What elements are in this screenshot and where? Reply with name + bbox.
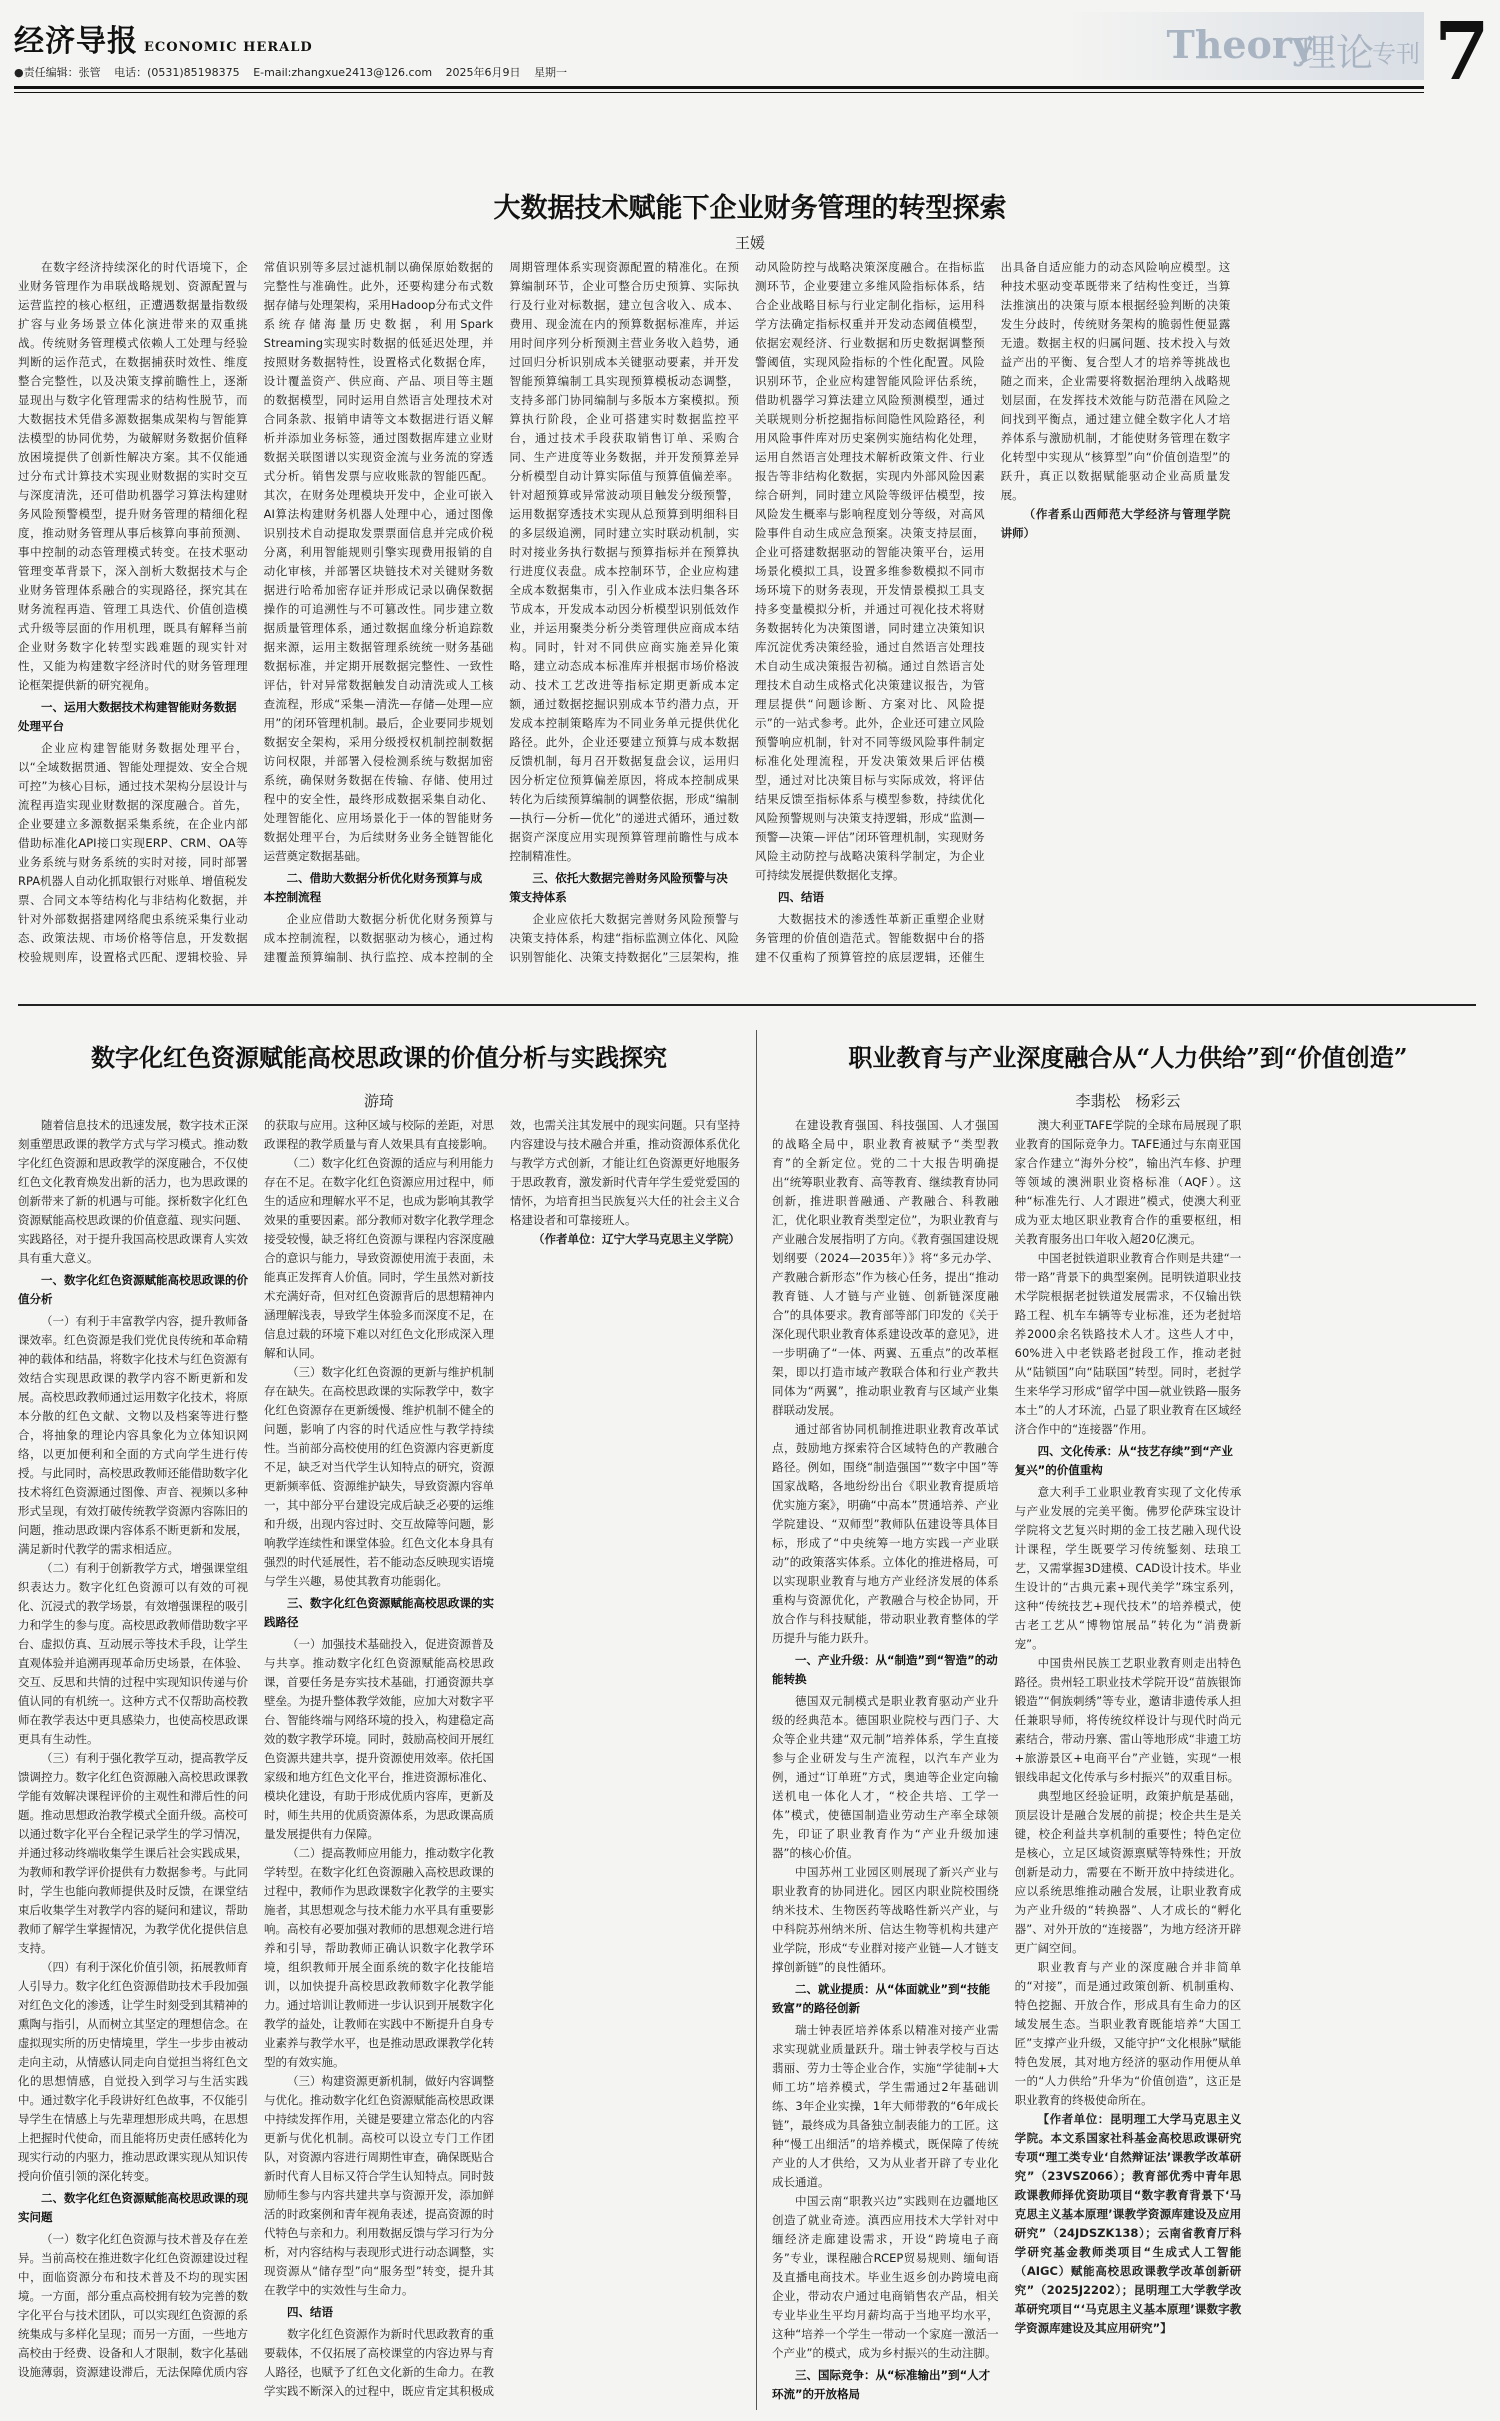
article-paragraph: 中国苏州工业园区则展现了新兴产业与职业教育的协同进化。园区内职业院校围绕纳米技术、生物医药等战略性新兴产业，与中科院苏州纳米所、信达生物等机构共建产业学院，形成“专业群对接产业链—人才链支撑创新链”的良性循环。 (772, 1865, 999, 1974)
article-body (772, 1116, 1484, 2406)
article-paragraph: （三）数字化红色资源的更新与维护机制存在缺失。在高校思政课的实际教学中，数字化红色资源存在更新缓慢、维护机制不健全的问题，影响了内容的时代适应性与教学持续性。当前部分高校使用的红色资源内容更新度不足，缺乏对当代学生认知特点的研究，资源更新频率低、资源维护缺失，导致资源内容单一，其中部分平台建设完成后缺乏必要的运维和升级，出现内容过时、交互故障等问题，影响教学连续性和课堂体验。红色文化本身具有强烈的时代延展性，若不能动态反映现实语境与学生兴趣，易使其教育功能弱化。 (264, 1365, 494, 1588)
section-heading: 二、借助大数据分析优化财务预算与成本控制流程 (263, 871, 483, 904)
section-heading: 一、产业升级：从“制造”到“智造”的动能转换 (772, 1653, 998, 1686)
article-paragraph: （二）有利于创新教学方式，增强课堂组织表达力。数字化红色资源可以有效的可视化、沉浸式的教学场景，有效增强课程的吸引力和学生的参与度。高校思政教师借助数字平台、虚拟仿真、互动展示等技术手段，让学生直观体验并追溯再现革命历史场景，在体验、交互、反思和共情的过程中实现知识传递与价值认同的有机统一。这种方式不仅帮助高校教师在教学表达中更具感染力，也使高校思政课更具有生动性。 (18, 1561, 248, 1746)
article-author: 游琦 (363, 1092, 394, 1110)
section-divider (18, 1004, 1476, 1006)
article-paragraph: 德国双元制模式是职业教育驱动产业升级的经典范本。德国职业院校与西门子、大众等企业共建“双元制”培养体系，学生直接参与企业研发与生产流程，以汽车产业为例，通过“订单班”方式，奥迪等企业定向输送机电一体化人才，“校企共培、工学一体”模式，使德国制造业劳动生产率全球领先，印证了职业教育作为“产业升级加速器”的核心价值。 (772, 1694, 999, 1860)
article-paragraph: 典型地区经验证明，政策护航是基础，顶层设计是融合发展的前提；校企共生是关键，校企利益共享机制的重要性；特色定位是核心，立足区域资源禀赋等特殊性；开放创新是动力，需要在不断开放中持续进化。应以系统思维推动融合发展，让职业教育成为产业升级的“转换器”、人才成长的“孵化器”、对外开放的“连接器”，为地方经济开辟更广阔空间。 (1014, 1789, 1242, 1955)
editor-info-line (14, 64, 577, 80)
column-divider (756, 1030, 757, 2410)
masthead-rule (14, 86, 1424, 89)
article-paragraph: 企业应依托大数据完善财务风险预警与决策支持体系，构建“指标监测立体化、风险识别智能化、决策支持数据化”三层架构，推动风险防控与战略决策深度融合。在指标监测环节，企业要建立多维风险指标体系，结合企业战略目标与行业定制化指标，运用科学方法确定指标权重并开发动态阈值模型，依据宏观经济、行业数据和历史数据调整预警阈值，实现风险指标的个性化配置。风险识别环节，企业应构建智能风险评估系统，借助机器学习算法建立风险预测模型，通过关联规则分析挖掘指标间隐性风险路径，利用风险事件库对历史案例实施结构化处理，运用自然语言处理技术解析政策文件、行业报告等非结构化数据，实现内外部风险因素综合研判，同时建立风险等级评估模型，按风险发生概率与影响程度划分等级，对高风险事件自动生成应急预案。决策支持层面，企业可搭建数据驱动的智能决策平台，运用场景化模拟工具，设置多维参数模拟不同市场环境下的财务表现，开发情景模拟工具支持多变量模拟分析，并通过可视化技术将财务数据转化为决策图谱，同时建立决策知识库沉淀优秀决策经验，通过自然语言处理技术自动生成决策报告初稿。通过自然语言处理技术自动生成格式化决策建议报告，为管理层提供“问题诊断、方案对比、风险提示”的一站式参考。此外，企业还可建立风险预警响应机制，针对不同等级风险事件制定标准化处理流程，开发决策效果后评估模型，通过对比决策目标与实际成效，将评估结果反馈至指标体系与模型参数，持续优化风险预警规则与决策支持逻辑，形成“监测—预警—决策—评估”闭环管理机制，实现财务风险主动防控与战略决策科学制定，为企业可持续发展提供数据化支撑。 (509, 260, 985, 964)
newspaper-brand (14, 16, 313, 60)
masthead-rule-thin (14, 92, 1424, 93)
email-label: E-mail:zhangxue2413@126.com (253, 66, 433, 79)
article-author: 李翡松 杨彩云 (1075, 1092, 1181, 1110)
article-paragraph: 中国贵州民族工艺职业教育则走出特色路径。贵州轻工职业技术学院开设“苗族银饰锻造”“侗族刺绣”等专业，邀请非遗传承人担任兼职导师，将传统纹样设计与现代时尚元素结合，带动丹寨、雷山等地形成“非遗工坊+旅游景区+电商平台”产业链，实现“一根银线串起文化传承与乡村振兴”的双重目标。 (1014, 1656, 1242, 1784)
section-heading: 四、结语 (287, 2305, 333, 2319)
article-body (18, 258, 1476, 983)
article-paragraph: 中国老挝铁道职业教育合作则是共建“一带一路”背景下的典型案例。昆明铁道职业技术学院根据老挝铁道发展需求，不仅输出铁路工程、机车车辆等专业标准，还为老挝培养2000余名铁路技术人才。这些人才中，60%进入中老铁路老挝段工作，推动老挝从“陆锁国”向“陆联国”转型。同时，老挝学生来华学习形成“留学中国—就业铁路—服务本土”的人才环流，凸显了职业教育在区域经济合作中的“连接器”作用。 (1014, 1251, 1242, 1436)
article-author: 王媛 (734, 234, 765, 252)
section-heading: 四、结语 (777, 890, 824, 904)
article-paragraph: 瑞士钟表匠培养体系以精准对接产业需求实现就业质量跃升。瑞士钟表学校与百达翡丽、劳力士等企业合作，实施“学徒制+大师工坊”培养模式，学生需通过2年基础训练、3年企业实操，1年大师带教的“6年成长链”，最终成为具备独立制表能力的工匠。这种“慢工出细活”的培养模式，既保障了传统产业的人才供给，又为从业者开辟了专业化成长通道。 (772, 2023, 999, 2189)
article-paragraph: （二）数字化红色资源的适应与利用能力存在不足。在数字化红色资源应用过程中，师生的适应和理解水平不足，也成为影响其教学效果的重要因素。部分教师对数字化教学理念接受较慢，缺乏将红色资源与课程内容深度融合的意识与能力，导致资源使用流于表面，未能真正发挥育人价值。同时，学生虽然对新技术充满好奇，但对红色资源背后的思想精神内涵理解浅表，导致学生体验多而深度不足，在信息过载的环境下难以对红色文化形成深入理解和认同。 (264, 1156, 494, 1360)
article-paragraph: （四）有利于深化价值引领，拓展教师育人引导力。数字化红色资源借助技术手段加强对红色文化的渗透，让学生时刻受到其精神的熏陶与指引，从而树立其坚定的理想信念。在虚拟现实所的历史情境里，学生一步步由被动走向主动，从情感认同走向自觉担当将红色文化的思想情感，自觉投入到学习与生活实践中。通过数字化手段讲好红色故事，不仅能引导学生在情感上与先辈理想形成共鸣，在思想上把握时代使命，而且能将历史责任感转化为现实行动的内驱力，推动思政课实现从知识传授向价值引领的深化转变。 (18, 1960, 248, 2183)
author-affiliation: （作者系山西师范大学经济与管理学院讲师） (1000, 507, 1231, 540)
author-affiliation: （作者单位：辽宁大学马克思主义学院） (533, 1232, 740, 1246)
article-paragraph: （三）构建资源更新机制，做好内容调整与优化。推动数字化红色资源赋能高校思政课中持续发挥作用，关键是要建立常态化的内容更新与优化机制。高校可以设立专门工作团队，对资源内容进行周期性审查，确保既贴合新时代育人目标又符合学生认知特点。同时鼓励师生参与内容共建共享与资源开发，添加鲜活的时政案例和青年视角表述，提高资源的时代特色与亲和力。利用数据反馈与学习行为分析，对内容结构与表现形式进行动态调整，实现资源从“储存型”向“服务型”转变，提升其在教学中的实效性与生命力。 (264, 2074, 494, 2297)
article-paragraph: 数字化红色资源作为新时代思政教育的重要载体，不仅拓展了高校课堂的内容边界与育人路径，也赋予了红色文化新的生命力。在教学实践不断深入的过程中，既应肯定其积极成效，也需关注其发展中的现实问题。只有坚持内容建设与技术融合并重，推动资源体系优化与教学方式创新，才能让红色资源更好地服务于思政教育，激发新时代青年学生爱党爱国的情怀，为培育担当民族复兴大任的社会主义合格建设者和可靠接班人。 (264, 1118, 740, 2398)
editor-label: ●责任编辑：张管 (14, 66, 101, 79)
section-heading: 一、运用大数据技术构建智能财务数据处理平台 (18, 700, 237, 733)
article-paragraph: 企业应构建智能财务数据处理平台，以“全域数据贯通、智能处理提效、安全合规可控”为核心目标，通过技术架构分层设计与流程再造实现业财数据的深度融合。首先，企业要建立多源数据采集系统，在企业内部借助标准化API接口实现ERP、CRM、OA等业务系统与财务系统的实时对接，同时部署RPA机器人自动化抓取银行对账单、增值税发票、合同文本等结构化与非结构化数据，并针对外部数据搭建网络爬虫系统采集行业动态、政策法规、市场价格等信息，开发数据校验规则库，设置格式匹配、逻辑校验、异常值识别等多层过滤机制以确保原始数据的完整性与准确性。此外，还要构建分布式数据存储与处理架构，采用Hadoop分布式文件系统存储海量历史数据，利用Spark Streaming实现实时数据的低延迟处理，并按照财务数据特性，设置格式化数据仓库，设计覆盖资产、供应商、产品、项目等主题的数据模型，同时运用自然语言处理技术对合同条款、报销申请等文本数据进行语义解析并添加业务标签，通过图数据库建立业财数据关联图谱以实现资金流与业务流的穿透式分析。销售发票与应收账款的智能匹配。其次，在财务处理模块开发中，企业可嵌入AI算法构建财务机器人处理中心，通过图像识别技术自动提取发票票面信息并完成价税分离，利用智能规则引擎实现费用报销的自动化审核，并部署区块链技术对关键财务数据进行哈希加密存证并形成记录以确保数据操作的可追溯性与不可篡改性。同步建立数据质量管理体系，通过数据血缘分析追踪数据来源，运用主数据管理系统统一财务基础数据标准，并定期开展数据完整性、一致性评估，针对异常数据触发自动清洗或人工核查流程，形成“采集—清洗—存储—处理—应用”的闭环管理机制。最后，企业要同步规划数据安全架构，采用分级授权机制控制数据访问权限，并部署入侵检测系统与数据加密系统，确保财务数据在传输、存储、使用过程中的安全性，最终形成数据采集自动化、处理智能化、应用场景化于一体的智能财务数据处理平台，为后续财务业务全链智能化运营奠定数据基础。 (18, 260, 494, 964)
section-heading: 四、文化传承：从“技艺存续”到“产业复兴”的价值重构 (1014, 1444, 1233, 1477)
brand-name: 经济导报 (14, 24, 138, 59)
section-heading: 一、数字化红色资源赋能高校思政课的价值分析 (18, 1273, 248, 1306)
article-paragraph: 意大利手工业职业教育实现了文化传承与产业发展的完美平衡。佛罗伦萨珠宝设计学院将文艺复兴时期的金工技艺融入现代设计课程，学生既要学习传统錾刻、珐琅工艺，又需掌握3D建模、CAD设计技术。毕业生设计的“古典元素+现代美学”珠宝系列，这种“传统技艺+现代技术”的培养模式，使古老工艺从“博物馆展品”转化为“消费新宠”。 (1014, 1485, 1242, 1651)
phone-label: 电话：(0531)85198375 (114, 66, 240, 79)
date-label: 2025年6月9日 (445, 66, 521, 79)
article-title: 大数据技术赋能下企业财务管理的转型探索 (493, 193, 1007, 224)
article-title: 数字化红色资源赋能高校思政课的价值分析与实践探究 (91, 1043, 667, 1072)
brand-english: ECONOMIC HERALD (144, 40, 313, 55)
section-tag: 专刊 (1372, 40, 1420, 68)
article-paragraph: 职业教育与产业的深度融合并非简单的“对接”，而是通过政策创新、机制重构、特色挖掘、开放合作，形成具有生命力的区域发展生态。当职业教育既能培养“大国工匠”支撑产业升级，又能守护“文化根脉”赋能特色发展，其对地方经济的驱动作用便从单一的“人力供给”升华为“价值创造”，这正是职业教育的终极使命所在。 (1014, 1960, 1242, 2107)
article-paragraph: 在数字经济持续深化的时代语境下，企业财务管理作为串联战略规划、资源配置与运营监控的核心枢纽，正遭遇数据量指数级扩容与业务场景立体化演进带来的双重挑战。传统财务管理模式依赖人工处理与经验判断的运作范式，在数据捕获时效性、维度整合完整性，以及决策支撑前瞻性上，逐渐显现出与数字化管理需求的结构性脱节，而大数据技术凭借多源数据集成架构与智能算法模型的协同优势，为破解财务数据价值释放困境提供了创新性解决方案。其不仅能通过分布式计算技术实现业财数据的实时交互与深度清洗，还可借助机器学习算法构建财务风险预警模型，提升财务管理的精细化程度，推动财务管理从事后核算向事前预测、事中控制的动态管理模式转变。在技术驱动管理变革背景下，深入剖析大数据技术与企业财务管理体系融合的实现路径，探究其在财务流程再造、管理工具迭代、价值创造模式升级等层面的作用机理，既具有解释当前企业财务数字化转型实践难题的现实针对性，又能为构建数字经济时代的财务管理理论框架提供新的研究视角。 (18, 260, 248, 692)
article-paragraph: 企业应借助大数据分析优化财务预算与成本控制流程，以数据驱动为核心，通过构建覆盖预算编制、执行监控、成本控制的全周期管理体系实现资源配置的精准化。在预算编制环节，企业可整合历史预算、实际执行及行业对标数据，建立包含收入、成本、费用、现金流在内的预算数据标准库，并运用时间序列分析预测主营业务收入趋势，通过回归分析识别成本关键驱动要素，并开发智能预算编制工具实现预算模板动态调整，支持多部门协同编制与多版本方案模拟。预算执行阶段，企业可搭建实时数据监控平台，通过技术手段获取销售订单、采购合同、生产进度等业务数据，并开发预算差异分析模型自动计算实际值与预算值偏差率。针对超预算或异常波动项目触发分级预警，运用数据穿透技术实现从总预算到明细科目的多层级追溯，同时建立实时联动机制，实时对接业务执行数据与预算指标并在预算执行进度仪表盘。成本控制环节，企业应构建全成本数据集市，引入作业成本法归集各环节成本，开发成本动因分析模型识别低效作业，并运用聚类分析分类管理供应商成本结构。同时，针对不同供应商实施差异化策略，建立动态成本标准库并根据市场价格波动、技术工艺改进等指标定期更新成本定额，通过数据挖掘识别成本节约潜力点，开发成本控制策略库为不同业务单元提供优化路径。此外，企业还要建立预算与成本数据反馈机制，每月召开数据复盘会议，运用归因分析定位预算偏差原因，将成本控制成果转化为后续预算编制的调整依据，形成“编制—执行—分析—优化”的递进式循环，通过数据资产深度应用实现预算管理前瞻性与成本控制精准性。 (263, 260, 739, 964)
author-affiliation: 【作者单位：昆明理工大学马克思主义学院。本文系国家社科基金高校思政课研究专项“理工类专业‘自然辩证法’课教学改革研究”（23VSZ066）；教育部优秀中青年思政课教师择优资助项目“数字教育背景下‘马克思主义基本原理’课教学资源库建设及应用研究”（24JDSZK138）；云南省教育厅科学研究基金教师类项目“生成式人工智能（AIGC）赋能高校思政课教学改革创新研究”（2025J2202）；昆明理工大学教学改革研究项目“‘马克思主义基本原理’课数字教学资源库建设及其应用研究”】 (1014, 2112, 1242, 2335)
section-name-english: Theory (1166, 22, 1314, 67)
article-paragraph: 大数据技术的渗透性革新正重塑企业财务管理的价值创造范式。智能数据中台的搭建不仅重构了预算管控的底层逻辑，还催生出具备自适应能力的动态风险响应模型。这种技术驱动变革既带来了结构性变迁，当算法推演出的决策与原本根据经验判断的决策发生分歧时，传统财务架构的脆弱性便显露无遗。数据主权的归属问题、技术投入与效益产出的平衡、复合型人才的培养等挑战也随之而来，企业需要将数据治理纳入战略规划层面，在发挥技术效能与防范潜在风险之间找到平衡点，通过建立健全数字化人才培养体系与激励机制，才能使财务管理在数字化转型中实现从“核算型”向“价值创造型”的跃升，真正以数据赋能驱动企业高质量发展。 (754, 260, 1231, 964)
article-paragraph: （一）数字化红色资源与技术普及存在差异。当前高校在推进数字化红色资源建设过程中，面临资源分布和技术普及不均的现实困境。一方面，部分重点高校拥有较为完善的数字化平台与技术团队，可以实现红色资源的系统集成与多样化呈现；而另一方面，一些地方高校由于经费、设备和人才限制，数字化基础设施薄弱，资源建设滞后，无法保障优质内容的获取与应用。这种区域与校际的差距，对思政课程的教学质量与育人效果具有直接影响。 (18, 1118, 494, 2379)
section-heading: 三、依托大数据完善财务风险预警与决策支持体系 (509, 871, 728, 904)
article-paragraph: （三）有利于强化教学互动，提高教学反馈调控力。数字化红色资源融入高校思政课教学能有效解决课程评价的主观性和滞后性的问题。推动思想政治教学模式全面升级。高校可以通过数字化平台全程记录学生的学习情况，并通过移动终端收集学生课后社会实践成果，为教师和教学评价提供有力数据参考。与此同时，学生也能向教师提供及时反馈，在课堂结束后收集学生对教学内容的疑问和建议，帮助教师了解学生掌握情况，为教学优化提供信息支持。 (18, 1751, 248, 1955)
article-paragraph: 澳大利亚TAFE学院的全球布局展现了职业教育的国际竞争力。TAFE通过与东南亚国家合作建立“海外分校”，输出汽车修、护理等领域的澳洲职业资格标准（AQF）。这种“标准先行、人才跟进”模式，使澳大利亚成为亚太地区职业教育合作的重要枢纽，相关教育服务出口年收入超20亿澳元。 (1014, 1118, 1242, 1246)
article-paragraph: 中国云南“职教兴边”实践则在边疆地区创造了就业奇迹。滇西应用技术大学针对中缅经济走廊建设需求，开设“跨境电子商务”专业，课程融合RCEP贸易规则、缅甸语及直播电商技术。毕业生返乡创办跨境电商企业，带动农户通过电商销售农产品，相关专业毕业生平均月薪均高于当地平均水平，这种“培养一个学生一带动一个家庭一激活一个产业”的模式，成为乡村振兴的生动注脚。 (772, 2194, 999, 2360)
masthead (14, 4, 1492, 104)
section-heading: 二、就业提质：从“体面就业”到“技能致富”的路径创新 (772, 1982, 991, 2015)
section-heading: 二、数字化红色资源赋能高校思政课的现实问题 (18, 2191, 248, 2224)
section-name: 理论 (1297, 31, 1374, 75)
section-heading: 三、国际竞争：从“标准输出”到“人才环流”的开放格局 (772, 2368, 991, 2401)
page-number: 7 (1434, 4, 1490, 98)
article-paragraph: （一）加强技术基础投入，促进资源普及与共享。推动数字化红色资源赋能高校思政课，首要任务是夯实技术基础，打通资源共享壁垒。为提升整体教学效能，应加大对数字平台、智能终端与网络环境的投入，构建稳定高效的数字教学环境。同时，鼓励高校间开展红色资源共建共享，提升资源使用效率。依托国家级和地方红色文化平台，推进资源标准化、模块化建设，有助于形成优质内容库，更新及时，师生共用的优质资源体系，为思政课高质量发展提供有力保障。 (264, 1637, 494, 1841)
article-paragraph: 随着信息技术的迅速发展，数字技术正深刻重塑思政课的教学方式与学习模式。推动数字化红色资源和思政教学的深度融合，不仅使红色文化教育焕发出新的活力，也为思政课的创新带来了新的机遇与可能。探析数字化红色资源赋能高校思政课的价值意蕴、现实问题、实践路径，对于提升我国高校思政课育人实效具有重大意义。 (18, 1118, 248, 1265)
section-heading: 三、数字化红色资源赋能高校思政课的实践路径 (264, 1596, 494, 1629)
article-paragraph: （二）提高教师应用能力，推动数字化教学转型。在数字化红色资源融入高校思政课的过程中，教师作为思政课数字化教学的主要实施者，其思想观念与技术能力水平具有重要影响。高校有必要加强对教师的思想观念进行培养和引导，帮助教师正确认识数字化教学环境，组织教师开展全面系统的数字化技能培训，以加快提升高校思政教师数字化教学能力。通过培训让教师进一步认识到开展数字化教学的益处，让教师在实践中不断提升自身专业素养与教学水平，也是推动思政课教学化转型的有效实施。 (264, 1846, 494, 2069)
article-paragraph: 通过部省协同机制推进职业教育改革试点，鼓励地方探索符合区域特色的产教融合路径。例如，围绕“制造强国”“数字中国”等国家战略，各地纷纷出台《职业教育提质培优实施方案》，明确“中高本”贯通培养、产业学院建设、“双师型”教师队伍建设等具体目标，形成了“中央统筹一地方实践一产业联动”的政策落实体系。立体化的推进格局，可以实现职业教育与地方产业经济发展的体系重构与资源优化，产教融合与校企协同，开放合作与科技赋能，带动职业教育整体的学历提升与能力跃升。 (772, 1422, 999, 1645)
article-title: 职业教育与产业深度融合从“人力供给”到“价值创造” (848, 1043, 1408, 1072)
article-paragraph: 在建设教育强国、科技强国、人才强国的战略全局中，职业教育被赋予“类型教育”的全新定位。党的二十大报告明确提出“统筹职业教育、高等教育、继续教育协同创新，推进职普融通、产教融合、科教融汇，优化职业教育类型定位”，为职业教育与产业融合发展指明了方向。《教育强国建设规划纲要（2024—2035年）》将“多元办学、产教融合新形态”作为核心任务，提出“推动教育链、人才链与产业链、创新链深度融合”的具体要求。教育部等部门印发的《关于深化现代职业教育体系建设改革的意见》，进一步明确了“一体、两翼、五重点”的改革框架，即以打造市域产教联合体和行业产教共同体为“两翼”，推动职业教育与区域产业集群联动发展。 (772, 1118, 999, 1417)
article-paragraph: （一）有利于丰富教学内容，提升教师备课效率。红色资源是我们党优良传统和革命精神的载体和结晶，将数字化技术与红色资源有效结合实现思政课的教学内容不断更新和发展。高校思政教师通过运用数字化技术，将原本分散的红色文献、文物以及档案等进行整合，将抽象的理论内容具象化为立体知识网络，以更加便利和全面的方式向学生进行传授。与此同时，高校思政教师还能借助数字化技术将红色资源通过图像、声音、视频以多种形式呈现，有效打破传统教学资源内容陈旧的问题，推动思政课内容体系不断更新和发展，满足新时代教学的需求相适应。 (18, 1314, 248, 1556)
article-body (18, 1116, 740, 2406)
weekday-label: 星期一 (534, 66, 568, 79)
